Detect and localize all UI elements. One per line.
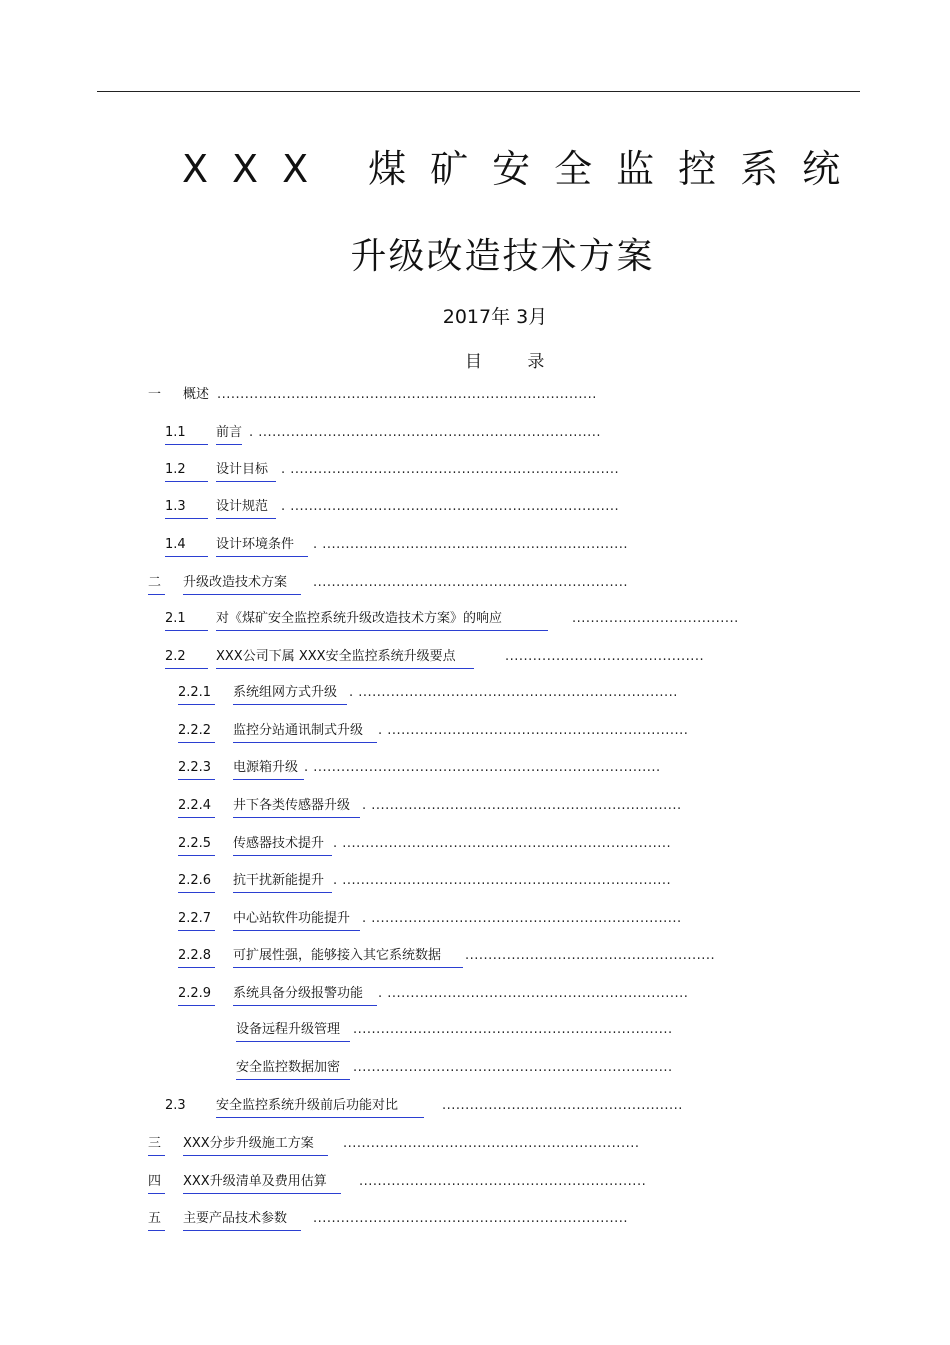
toc-entry-leader: ...................................................... [465,948,716,963]
toc-entry-number[interactable]: 2.2.2 [178,721,215,743]
toc-entry-leader: . ................................................................... [362,798,682,813]
toc-entry-number[interactable]: 2.2.5 [178,834,215,856]
toc-entry-number[interactable]: 2.2.3 [178,758,215,780]
toc-entry[interactable] [0,609,950,629]
toc-entry-number[interactable]: 2.1 [165,609,208,631]
toc-entry[interactable] [0,385,950,405]
toc-entry-leader: .................................................................... [313,1211,628,1226]
toc-entry[interactable] [0,647,950,667]
toc-entry-label[interactable]: 前言 [216,423,242,445]
toc-entry-number[interactable]: 2.3 [165,1098,186,1113]
toc-entry[interactable] [0,1209,950,1229]
toc-entry-leader: . .......................................................................... [249,425,602,440]
toc-entry-label[interactable]: 可扩展性强，能够接入其它系统数据 [233,946,463,968]
toc-entry-label[interactable]: 设备远程升级管理 [236,1020,350,1042]
document-title-line1: XXX 煤矿安全监控系统 [182,147,865,191]
toc-entry[interactable] [0,573,950,593]
toc-entry-leader: .................................... [572,611,739,626]
toc-entry[interactable] [0,1172,950,1192]
toc-entry-number[interactable]: 2.2.4 [178,796,215,818]
toc-entry-number[interactable]: 2.2.8 [178,946,215,968]
toc-entry-leader: . ....................................................................... [333,836,672,851]
toc-entry-label: 概述 [183,387,210,402]
toc-entry-leader: .................................................................................. [217,387,597,402]
toc-entry-label[interactable]: 设计目标 [216,460,276,482]
toc-entry-leader: ..................................................................... [353,1022,673,1037]
toc-entry-leader: ........................................... [505,649,705,664]
toc-entry-label[interactable]: 设计规范 [216,497,276,519]
toc-entry[interactable] [0,721,950,741]
toc-entry[interactable] [0,1058,950,1078]
toc-entry-number[interactable]: 1.2 [165,460,208,482]
toc-heading: 目 录 [465,352,565,372]
document-date: 2017年 3月 [442,306,548,328]
toc-entry-label[interactable]: 井下各类传感器升级 [233,796,360,818]
toc-entry[interactable] [0,1096,950,1116]
toc-entry-label[interactable]: 对《煤矿安全监控系统升级改造技术方案》的响应 [216,609,548,631]
toc-entry-leader: . ....................................................................... [281,499,620,514]
toc-entry-number[interactable]: 1.1 [165,423,208,445]
toc-entry-leader: . ....................................................................... [333,873,672,888]
toc-entry-label[interactable]: 抗干扰新能提升 [233,871,332,893]
toc-entry[interactable] [0,460,950,480]
toc-entry-number[interactable]: 2.2.6 [178,871,215,893]
toc-entry-leader: . ........................................................................... [304,760,661,775]
toc-entry[interactable] [0,497,950,517]
toc-entry-number[interactable]: 1.4 [165,535,208,557]
toc-entry-leader: . ................................................................... [362,911,682,926]
toc-entry-number[interactable]: 五 [148,1209,165,1231]
toc-entry-leader: . ..................................................................... [349,685,678,700]
toc-entry-leader: . ................................................................. [378,723,689,738]
toc-entry-label[interactable]: 电源箱升级 [233,758,304,780]
toc-entry[interactable] [0,871,950,891]
toc-entry[interactable] [0,909,950,929]
toc-entry-label[interactable]: XXX分步升级施工方案 [183,1134,328,1156]
toc-entry-label[interactable]: 中心站软件功能提升 [233,909,360,931]
toc-entry-label[interactable]: 传感器技术提升 [233,834,332,856]
toc-entry[interactable] [0,946,950,966]
header-rule [97,91,860,92]
toc-entry-label[interactable]: XXX升级清单及费用估算 [183,1172,341,1194]
toc-entry-number[interactable]: 2.2 [165,647,208,669]
toc-entry-label[interactable]: 升级改造技术方案 [183,573,301,595]
toc-entry[interactable] [0,834,950,854]
toc-entry-leader: .............................................................. [359,1174,647,1189]
toc-entry-leader: .................................................... [442,1098,683,1113]
toc-entry[interactable] [0,758,950,778]
toc-entry-number: 一 [148,387,162,402]
toc-entry[interactable] [0,683,950,703]
toc-entry[interactable] [0,796,950,816]
document-title-line2: 升级改造技术方案 [350,236,655,277]
toc-entry-number[interactable]: 2.2.9 [178,984,215,1006]
toc-entry-label[interactable]: 监控分站通讯制式升级 [233,721,377,743]
toc-entry-label[interactable]: 设计环境条件 [216,535,308,557]
toc-entry-leader: .................................................................... [313,575,628,590]
toc-entry[interactable] [0,1134,950,1154]
toc-entry-leader: ..................................................................... [353,1060,673,1075]
toc-entry[interactable] [0,535,950,555]
toc-entry-label[interactable]: 安全监控数据加密 [236,1058,350,1080]
toc-entry-label[interactable]: 系统具备分级报警功能 [233,984,377,1006]
toc-entry[interactable] [0,984,950,1004]
toc-entry-number[interactable]: 2.2.7 [178,909,215,931]
toc-entry-number[interactable]: 四 [148,1172,165,1194]
toc-entry-number[interactable]: 1.3 [165,497,208,519]
toc-entry-label[interactable]: 主要产品技术参数 [183,1209,301,1231]
toc-entry-leader: . .................................................................. [313,537,628,552]
toc-entry-leader: . ................................................................. [378,986,689,1001]
toc-entry-leader: ................................................................ [343,1136,640,1151]
toc-entry-label[interactable]: 系统组网方式升级 [233,683,347,705]
toc-entry[interactable] [0,423,950,443]
toc-entry-number[interactable]: 2.2.1 [178,683,215,705]
toc-entry-label[interactable]: 安全监控系统升级前后功能对比 [216,1096,424,1118]
toc-entry[interactable] [0,1020,950,1040]
toc-entry-label[interactable]: XXX公司下属 XXX安全监控系统升级要点 [216,647,474,669]
toc-entry-leader: . ....................................................................... [281,462,620,477]
toc-entry-number[interactable]: 二 [148,573,165,595]
toc-entry-number[interactable]: 三 [148,1134,165,1156]
